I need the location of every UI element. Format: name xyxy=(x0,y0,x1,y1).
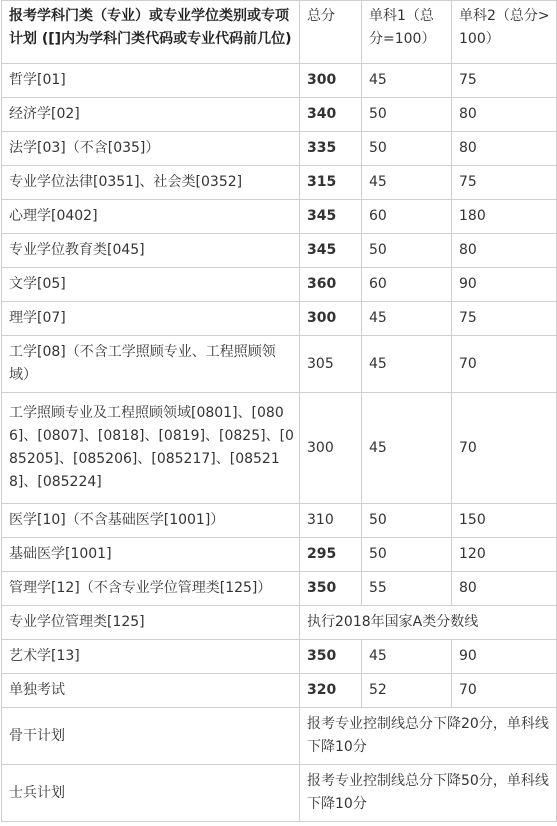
table-row xyxy=(2,572,557,606)
single1-cell: 45 xyxy=(362,302,452,336)
single2-cell: 80 xyxy=(452,234,557,268)
single2-cell: 180 xyxy=(452,200,557,234)
single1-cell: 60 xyxy=(362,200,452,234)
table-row xyxy=(2,674,557,708)
table-row xyxy=(2,302,557,336)
note-cell: 执行2018年国家A类分数线 xyxy=(300,606,557,640)
total-cell: 320 xyxy=(300,674,362,708)
single1-cell: 45 xyxy=(362,166,452,200)
table-row xyxy=(2,132,557,166)
table-row xyxy=(2,98,557,132)
note-cell: 报考专业控制线总分下降50分，单科线下降10分 xyxy=(300,765,557,822)
category-cell: 心理学[0402] xyxy=(2,200,300,234)
single1-cell: 50 xyxy=(362,504,452,538)
category-cell: 专业学位法律[0351]、社会类[0352] xyxy=(2,166,300,200)
single2-cell: 80 xyxy=(452,98,557,132)
total-cell: 345 xyxy=(300,200,362,234)
score-table xyxy=(1,0,557,822)
single2-cell: 70 xyxy=(452,674,557,708)
single1-cell: 50 xyxy=(362,538,452,572)
table-row xyxy=(2,538,557,572)
category-cell: 骨干计划 xyxy=(2,708,300,765)
single1-cell: 45 xyxy=(362,393,452,504)
single1-cell: 45 xyxy=(362,64,452,98)
single2-cell: 70 xyxy=(452,336,557,393)
single2-cell: 75 xyxy=(452,302,557,336)
table-row xyxy=(2,166,557,200)
single1-cell: 45 xyxy=(362,640,452,674)
total-cell: 300 xyxy=(300,393,362,504)
single2-cell: 80 xyxy=(452,572,557,606)
single1-cell: 52 xyxy=(362,674,452,708)
table-row xyxy=(2,64,557,98)
table-row xyxy=(2,765,557,822)
table-row xyxy=(2,640,557,674)
category-cell: 理学[07] xyxy=(2,302,300,336)
total-cell: 300 xyxy=(300,302,362,336)
single1-cell: 50 xyxy=(362,98,452,132)
single2-cell: 90 xyxy=(452,640,557,674)
total-cell: 335 xyxy=(300,132,362,166)
category-cell: 士兵计划 xyxy=(2,765,300,822)
single2-cell: 70 xyxy=(452,393,557,504)
single2-cell: 90 xyxy=(452,268,557,302)
single2-cell: 80 xyxy=(452,132,557,166)
single1-cell: 60 xyxy=(362,268,452,302)
category-cell: 文学[05] xyxy=(2,268,300,302)
table-row xyxy=(2,393,557,504)
total-cell: 360 xyxy=(300,268,362,302)
category-cell: 工学[08]（不含工学照顾专业、工程照顾领域） xyxy=(2,336,300,393)
category-cell: 管理学[12]（不含专业学位管理类[125]） xyxy=(2,572,300,606)
category-cell: 工学照顾专业及工程照顾领域[0801]、[0806]、[0807]、[0818]、[0819]、[0825]、[085205]、[085206]、[085217]、[085218]、[085224] xyxy=(2,393,300,504)
header-single2: 单科2（总分>100） xyxy=(452,1,557,64)
total-cell: 345 xyxy=(300,234,362,268)
header-row xyxy=(2,1,557,64)
table-row xyxy=(2,336,557,393)
category-cell: 哲学[01] xyxy=(2,64,300,98)
category-cell: 单独考试 xyxy=(2,674,300,708)
header-single1: 单科1（总分=100） xyxy=(362,1,452,64)
total-cell: 340 xyxy=(300,98,362,132)
total-cell: 350 xyxy=(300,572,362,606)
category-cell: 经济学[02] xyxy=(2,98,300,132)
single1-cell: 50 xyxy=(362,132,452,166)
total-cell: 305 xyxy=(300,336,362,393)
header-category: 报考学科门类（专业）或专业学位类别或专项计划 ([]内为学科门类代码或专业代码前几位) xyxy=(2,1,300,64)
single1-cell: 50 xyxy=(362,234,452,268)
category-cell: 专业学位管理类[125] xyxy=(2,606,300,640)
note-cell: 报考专业控制线总分下降20分，单科线下降10分 xyxy=(300,708,557,765)
table-row xyxy=(2,234,557,268)
single2-cell: 75 xyxy=(452,64,557,98)
table-row xyxy=(2,606,557,640)
total-cell: 315 xyxy=(300,166,362,200)
single1-cell: 55 xyxy=(362,572,452,606)
category-cell: 法学[03]（不含[035]） xyxy=(2,132,300,166)
single2-cell: 75 xyxy=(452,166,557,200)
table-row xyxy=(2,708,557,765)
category-cell: 专业学位教育类[045] xyxy=(2,234,300,268)
category-cell: 艺术学[13] xyxy=(2,640,300,674)
total-cell: 295 xyxy=(300,538,362,572)
total-cell: 310 xyxy=(300,504,362,538)
total-cell: 350 xyxy=(300,640,362,674)
total-cell: 300 xyxy=(300,64,362,98)
category-cell: 医学[10]（不含基础医学[1001]） xyxy=(2,504,300,538)
single1-cell: 45 xyxy=(362,336,452,393)
table-row xyxy=(2,200,557,234)
single2-cell: 120 xyxy=(452,538,557,572)
table-row xyxy=(2,268,557,302)
category-cell: 基础医学[1001] xyxy=(2,538,300,572)
header-total: 总分 xyxy=(300,1,362,64)
table-row xyxy=(2,504,557,538)
single2-cell: 150 xyxy=(452,504,557,538)
